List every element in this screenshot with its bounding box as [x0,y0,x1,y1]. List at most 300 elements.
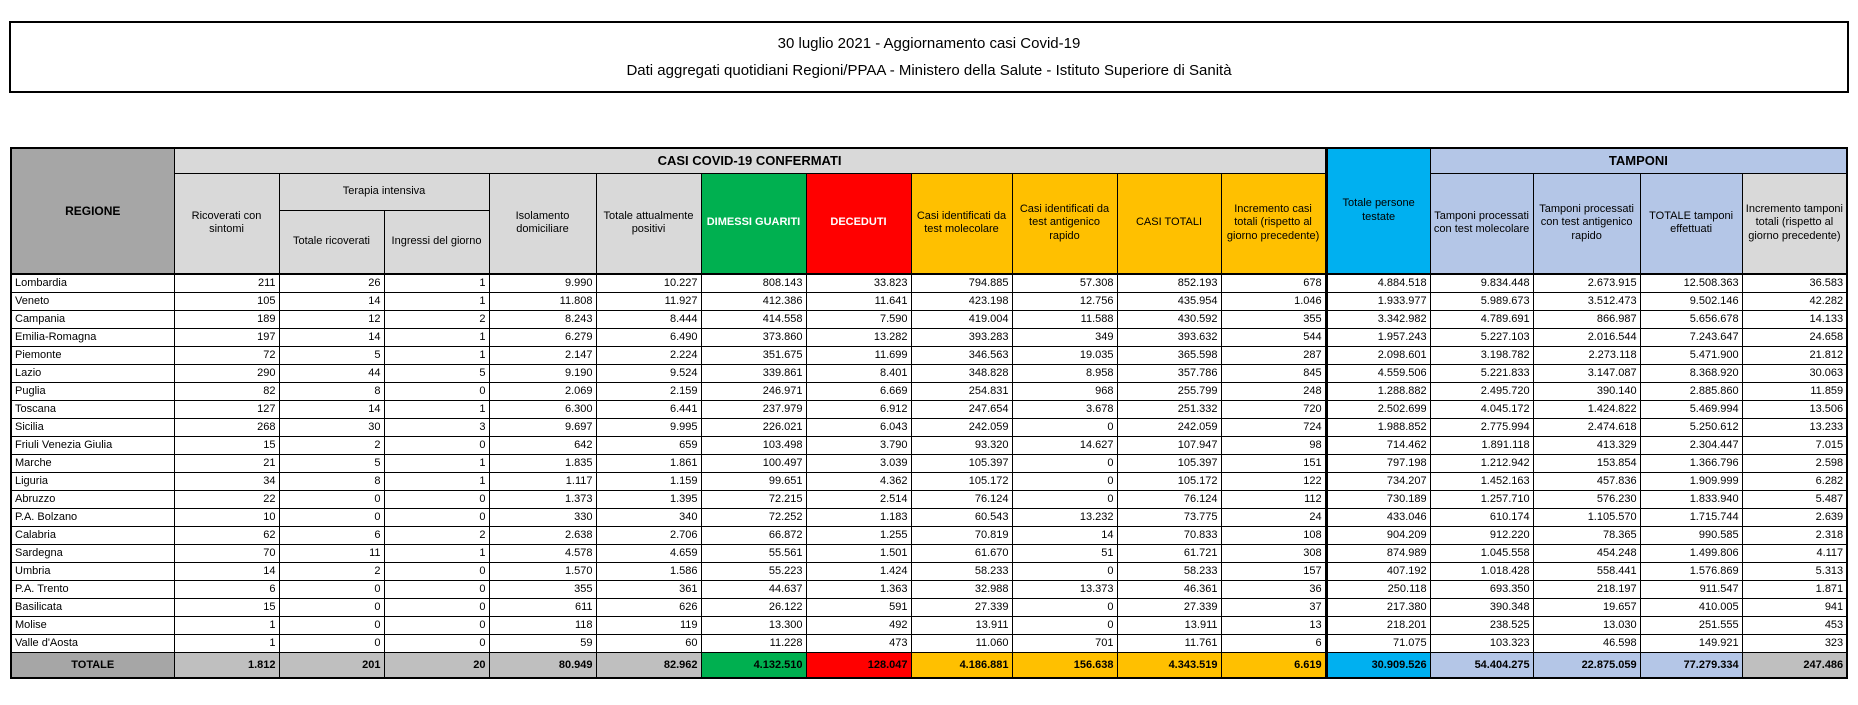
value-cell: 5.221.833 [1430,364,1533,382]
value-cell: 19.657 [1533,598,1640,616]
value-cell: 3 [384,418,489,436]
value-cell: 473 [806,634,911,652]
col-header-isolamento-domiciliare: Isolamento domiciliare [489,173,596,274]
value-cell: 9.524 [596,364,701,382]
value-cell: 105 [174,292,279,310]
value-cell: 6.300 [489,400,596,418]
value-cell: 0 [279,508,384,526]
value-cell: 3.198.782 [1430,346,1533,364]
value-cell: 2.069 [489,382,596,400]
region-cell: TOTALE [11,652,174,678]
value-cell: 105.172 [911,472,1012,490]
value-cell: 4.559.506 [1326,364,1430,382]
value-cell: 3.790 [806,436,911,454]
value-cell: 82.962 [596,652,701,678]
table-row [11,454,1847,472]
value-cell: 492 [806,616,911,634]
value-cell: 153.854 [1533,454,1640,472]
value-cell: 1 [384,346,489,364]
value-cell: 642 [489,436,596,454]
region-cell: Veneto [11,292,174,310]
value-cell: 103.323 [1430,634,1533,652]
value-cell: 1 [384,400,489,418]
value-cell: 1.395 [596,490,701,508]
value-cell: 2 [279,436,384,454]
value-cell: 2.598 [1742,454,1847,472]
value-cell: 4.045.172 [1430,400,1533,418]
value-cell: 8 [279,382,384,400]
value-cell: 105.397 [911,454,1012,472]
value-cell: 453 [1742,616,1847,634]
value-cell: 218.201 [1326,616,1430,634]
value-cell: 5 [384,364,489,382]
value-cell: 339.861 [701,364,806,382]
value-cell: 0 [384,436,489,454]
value-cell: 0 [1012,598,1117,616]
value-cell: 1.957.243 [1326,328,1430,346]
value-cell: 24.658 [1742,328,1847,346]
value-cell: 33.823 [806,274,911,292]
value-cell: 51 [1012,544,1117,562]
value-cell: 2.885.860 [1640,382,1742,400]
value-cell: 457.836 [1533,472,1640,490]
value-cell: 351.675 [701,346,806,364]
value-cell: 2.474.618 [1533,418,1640,436]
value-cell: 61.670 [911,544,1012,562]
value-cell: 355 [1221,310,1326,328]
value-cell: 407.192 [1326,562,1430,580]
value-cell: 0 [384,562,489,580]
value-cell: 237.979 [701,400,806,418]
value-cell: 1.159 [596,472,701,490]
value-cell: 911.547 [1640,580,1742,598]
value-cell: 211 [174,274,279,292]
table-row [11,616,1847,634]
value-cell: 13.300 [701,616,806,634]
col-header-terapia-totale-ricoverati: Totale ricoverati [279,210,384,274]
value-cell: 610.174 [1430,508,1533,526]
value-cell: 2.502.699 [1326,400,1430,418]
value-cell: 11.228 [701,634,806,652]
value-cell: 157 [1221,562,1326,580]
value-cell: 365.598 [1117,346,1221,364]
value-cell: 46.598 [1533,634,1640,652]
value-cell: 2.016.544 [1533,328,1640,346]
region-cell: Toscana [11,400,174,418]
value-cell: 58.233 [911,562,1012,580]
value-cell: 4.186.881 [911,652,1012,678]
value-cell: 5.989.673 [1430,292,1533,310]
value-cell: 1.424 [806,562,911,580]
value-cell: 349 [1012,328,1117,346]
value-cell: 413.329 [1533,436,1640,454]
value-cell: 9.990 [489,274,596,292]
value-cell: 430.592 [1117,310,1221,328]
value-cell: 626 [596,598,701,616]
value-cell: 251.332 [1117,400,1221,418]
value-cell: 1.373 [489,490,596,508]
value-cell: 12.756 [1012,292,1117,310]
table-row [11,436,1847,454]
value-cell: 797.198 [1326,454,1430,472]
value-cell: 36 [1221,580,1326,598]
value-cell: 22 [174,490,279,508]
value-cell: 390.140 [1533,382,1640,400]
value-cell: 794.885 [911,274,1012,292]
value-cell: 268 [174,418,279,436]
value-cell: 2.304.447 [1640,436,1742,454]
col-header-tamponi-test-molecolare: Tamponi processati con test molecolare [1430,173,1533,274]
value-cell: 30.063 [1742,364,1847,382]
value-cell: 14.627 [1012,436,1117,454]
table-row [11,472,1847,490]
group-header-tamponi: TAMPONI [1430,148,1847,173]
value-cell: 11.699 [806,346,911,364]
value-cell: 21 [174,454,279,472]
value-cell: 4.132.510 [701,652,806,678]
table-row [11,580,1847,598]
value-cell: 78.365 [1533,526,1640,544]
table-row [11,310,1847,328]
value-cell: 6 [279,526,384,544]
group-header-casi-confermati: CASI COVID-19 CONFERMATI [174,148,1326,173]
table-row [11,400,1847,418]
value-cell: 6.043 [806,418,911,436]
value-cell: 1 [384,328,489,346]
region-cell: Basilicata [11,598,174,616]
value-cell: 1.833.940 [1640,490,1742,508]
value-cell: 156.638 [1012,652,1117,678]
value-cell: 0 [384,382,489,400]
value-cell: 1.835 [489,454,596,472]
value-cell: 1 [174,634,279,652]
value-cell: 55.561 [701,544,806,562]
value-cell: 4.117 [1742,544,1847,562]
value-cell: 250.118 [1326,580,1430,598]
col-header-dimessi-guariti: DIMESSI GUARITI [701,173,806,274]
value-cell: 22.875.059 [1533,652,1640,678]
value-cell: 13 [1221,616,1326,634]
value-cell: 93.320 [911,436,1012,454]
col-header-totale-persone-testate: Totale persone testate [1326,148,1430,274]
value-cell: 2 [384,310,489,328]
value-cell: 6.912 [806,400,911,418]
value-cell: 11.060 [911,634,1012,652]
value-cell: 1.576.869 [1640,562,1742,580]
value-cell: 6 [174,580,279,598]
value-cell: 852.193 [1117,274,1221,292]
value-cell: 5.313 [1742,562,1847,580]
table-row [11,526,1847,544]
value-cell: 611 [489,598,596,616]
value-cell: 4.659 [596,544,701,562]
value-cell: 904.209 [1326,526,1430,544]
value-cell: 323 [1742,634,1847,652]
value-cell: 242.059 [911,418,1012,436]
region-cell: Campania [11,310,174,328]
value-cell: 118 [489,616,596,634]
value-cell: 7.015 [1742,436,1847,454]
value-cell: 659 [596,436,701,454]
table-row [11,490,1847,508]
value-cell: 19.035 [1012,346,1117,364]
value-cell: 72 [174,346,279,364]
value-cell: 11.761 [1117,634,1221,652]
value-cell: 36.583 [1742,274,1847,292]
value-cell: 105.397 [1117,454,1221,472]
value-cell: 34 [174,472,279,490]
value-cell: 255.799 [1117,382,1221,400]
report-title-box [9,21,1849,93]
value-cell: 14.133 [1742,310,1847,328]
region-cell: Sicilia [11,418,174,436]
value-cell: 874.989 [1326,544,1430,562]
value-cell: 37 [1221,598,1326,616]
col-header-tamponi-test-antigenico: Tamponi processati con test antigenico rapido [1533,173,1640,274]
value-cell: 2.495.720 [1430,382,1533,400]
col-header-totale-attualmente-positivi: Totale attualmente positivi [596,173,701,274]
value-cell: 5.227.103 [1430,328,1533,346]
value-cell: 20 [384,652,489,678]
value-cell: 558.441 [1533,562,1640,580]
value-cell: 151 [1221,454,1326,472]
value-cell: 4.343.519 [1117,652,1221,678]
value-cell: 808.143 [701,274,806,292]
value-cell: 9.995 [596,418,701,436]
region-cell: Marche [11,454,174,472]
value-cell: 15 [174,598,279,616]
value-cell: 1 [384,454,489,472]
value-cell: 13.282 [806,328,911,346]
value-cell: 6.282 [1742,472,1847,490]
value-cell: 941 [1742,598,1847,616]
value-cell: 348.828 [911,364,1012,382]
value-cell: 0 [279,616,384,634]
value-cell: 2.318 [1742,526,1847,544]
value-cell: 6.669 [806,382,911,400]
value-cell: 60.543 [911,508,1012,526]
value-cell: 357.786 [1117,364,1221,382]
value-cell: 10.227 [596,274,701,292]
value-cell: 107.947 [1117,436,1221,454]
value-cell: 14 [279,328,384,346]
col-header-regione: REGIONE [11,148,174,274]
value-cell: 46.361 [1117,580,1221,598]
value-cell: 1.366.796 [1640,454,1742,472]
value-cell: 0 [384,490,489,508]
value-cell: 4.362 [806,472,911,490]
value-cell: 1.586 [596,562,701,580]
value-cell: 14 [279,292,384,310]
value-cell: 8.243 [489,310,596,328]
total-row [11,652,1847,678]
value-cell: 412.386 [701,292,806,310]
value-cell: 0 [384,634,489,652]
group-header-terapia-intensiva: Terapia intensiva [279,173,489,210]
value-cell: 544 [1221,328,1326,346]
value-cell: 122 [1221,472,1326,490]
value-cell: 390.348 [1430,598,1533,616]
value-cell: 6.619 [1221,652,1326,678]
value-cell: 21.812 [1742,346,1847,364]
value-cell: 373.860 [701,328,806,346]
value-cell: 57.308 [1012,274,1117,292]
value-cell: 238.525 [1430,616,1533,634]
value-cell: 414.558 [701,310,806,328]
value-cell: 0 [384,616,489,634]
value-cell: 355 [489,580,596,598]
value-cell: 912.220 [1430,526,1533,544]
value-cell: 2.514 [806,490,911,508]
table-row [11,508,1847,526]
value-cell: 13.506 [1742,400,1847,418]
value-cell: 0 [279,490,384,508]
value-cell: 247.486 [1742,652,1847,678]
value-cell: 2.639 [1742,508,1847,526]
value-cell: 1.105.570 [1533,508,1640,526]
value-cell: 2 [384,526,489,544]
value-cell: 226.021 [701,418,806,436]
value-cell: 6 [1221,634,1326,652]
value-cell: 201 [279,652,384,678]
col-header-incremento-tamponi: Incremento tamponi totali (rispetto al giorno precedente) [1742,173,1847,274]
value-cell: 11 [279,544,384,562]
value-cell: 0 [1012,616,1117,634]
value-cell: 14 [1012,526,1117,544]
value-cell: 0 [1012,454,1117,472]
value-cell: 968 [1012,382,1117,400]
value-cell: 5.487 [1742,490,1847,508]
value-cell: 361 [596,580,701,598]
value-cell: 2.224 [596,346,701,364]
value-cell: 2.273.118 [1533,346,1640,364]
value-cell: 1.501 [806,544,911,562]
value-cell: 1.045.558 [1430,544,1533,562]
value-cell: 2.147 [489,346,596,364]
table-row [11,346,1847,364]
value-cell: 591 [806,598,911,616]
value-cell: 71.075 [1326,634,1430,652]
table-row [11,382,1847,400]
value-cell: 1.452.163 [1430,472,1533,490]
value-cell: 14 [279,400,384,418]
value-cell: 30 [279,418,384,436]
col-header-casi-test-antigenico: Casi identificati da test antigenico rapido [1012,173,1117,274]
table-row [11,634,1847,652]
value-cell: 5 [279,454,384,472]
value-cell: 1 [384,274,489,292]
value-cell: 11.808 [489,292,596,310]
value-cell: 32.988 [911,580,1012,598]
value-cell: 72.215 [701,490,806,508]
value-cell: 70 [174,544,279,562]
value-cell: 55.223 [701,562,806,580]
col-header-casi-totali: CASI TOTALI [1117,173,1221,274]
value-cell: 845 [1221,364,1326,382]
value-cell: 866.987 [1533,310,1640,328]
value-cell: 1.715.744 [1640,508,1742,526]
value-cell: 27.339 [911,598,1012,616]
value-cell: 433.046 [1326,508,1430,526]
value-cell: 1.288.882 [1326,382,1430,400]
value-cell: 1.424.822 [1533,400,1640,418]
value-cell: 3.039 [806,454,911,472]
value-cell: 0 [1012,490,1117,508]
table-row [11,562,1847,580]
value-cell: 13.373 [1012,580,1117,598]
value-cell: 70.819 [911,526,1012,544]
value-cell: 1.988.852 [1326,418,1430,436]
value-cell: 290 [174,364,279,382]
value-cell: 8.958 [1012,364,1117,382]
value-cell: 248 [1221,382,1326,400]
value-cell: 423.198 [911,292,1012,310]
value-cell: 3.512.473 [1533,292,1640,310]
value-cell: 1.891.118 [1430,436,1533,454]
value-cell: 1.812 [174,652,279,678]
value-cell: 13.232 [1012,508,1117,526]
value-cell: 13.233 [1742,418,1847,436]
value-cell: 2.098.601 [1326,346,1430,364]
value-cell: 12.508.363 [1640,274,1742,292]
value-cell: 724 [1221,418,1326,436]
value-cell: 720 [1221,400,1326,418]
value-cell: 393.632 [1117,328,1221,346]
value-cell: 66.872 [701,526,806,544]
value-cell: 454.248 [1533,544,1640,562]
value-cell: 11.859 [1742,382,1847,400]
col-header-deceduti: DECEDUTI [806,173,911,274]
value-cell: 0 [1012,472,1117,490]
value-cell: 4.884.518 [1326,274,1430,292]
value-cell: 3.147.087 [1533,364,1640,382]
value-cell: 4.789.691 [1430,310,1533,328]
value-cell: 58.233 [1117,562,1221,580]
value-cell: 0 [1012,562,1117,580]
value-cell: 435.954 [1117,292,1221,310]
value-cell: 1.871 [1742,580,1847,598]
region-cell: Molise [11,616,174,634]
value-cell: 105.172 [1117,472,1221,490]
value-cell: 8.401 [806,364,911,382]
value-cell: 0 [384,598,489,616]
col-header-totale-tamponi: TOTALE tamponi effettuati [1640,173,1742,274]
value-cell: 393.283 [911,328,1012,346]
value-cell: 5.250.612 [1640,418,1742,436]
value-cell: 73.775 [1117,508,1221,526]
value-cell: 3.678 [1012,400,1117,418]
value-cell: 1.046 [1221,292,1326,310]
value-cell: 7.243.647 [1640,328,1742,346]
value-cell: 149.921 [1640,634,1742,652]
value-cell: 27.339 [1117,598,1221,616]
value-cell: 4.578 [489,544,596,562]
region-cell: Lombardia [11,274,174,292]
value-cell: 119 [596,616,701,634]
value-cell: 701 [1012,634,1117,652]
value-cell: 30.909.526 [1326,652,1430,678]
value-cell: 70.833 [1117,526,1221,544]
covid-data-table [10,147,1848,679]
value-cell: 678 [1221,274,1326,292]
value-cell: 1.933.977 [1326,292,1430,310]
value-cell: 54.404.275 [1430,652,1533,678]
value-cell: 1.499.806 [1640,544,1742,562]
value-cell: 14 [174,562,279,580]
region-cell: Valle d'Aosta [11,634,174,652]
value-cell: 5.471.900 [1640,346,1742,364]
table-body [11,274,1847,678]
